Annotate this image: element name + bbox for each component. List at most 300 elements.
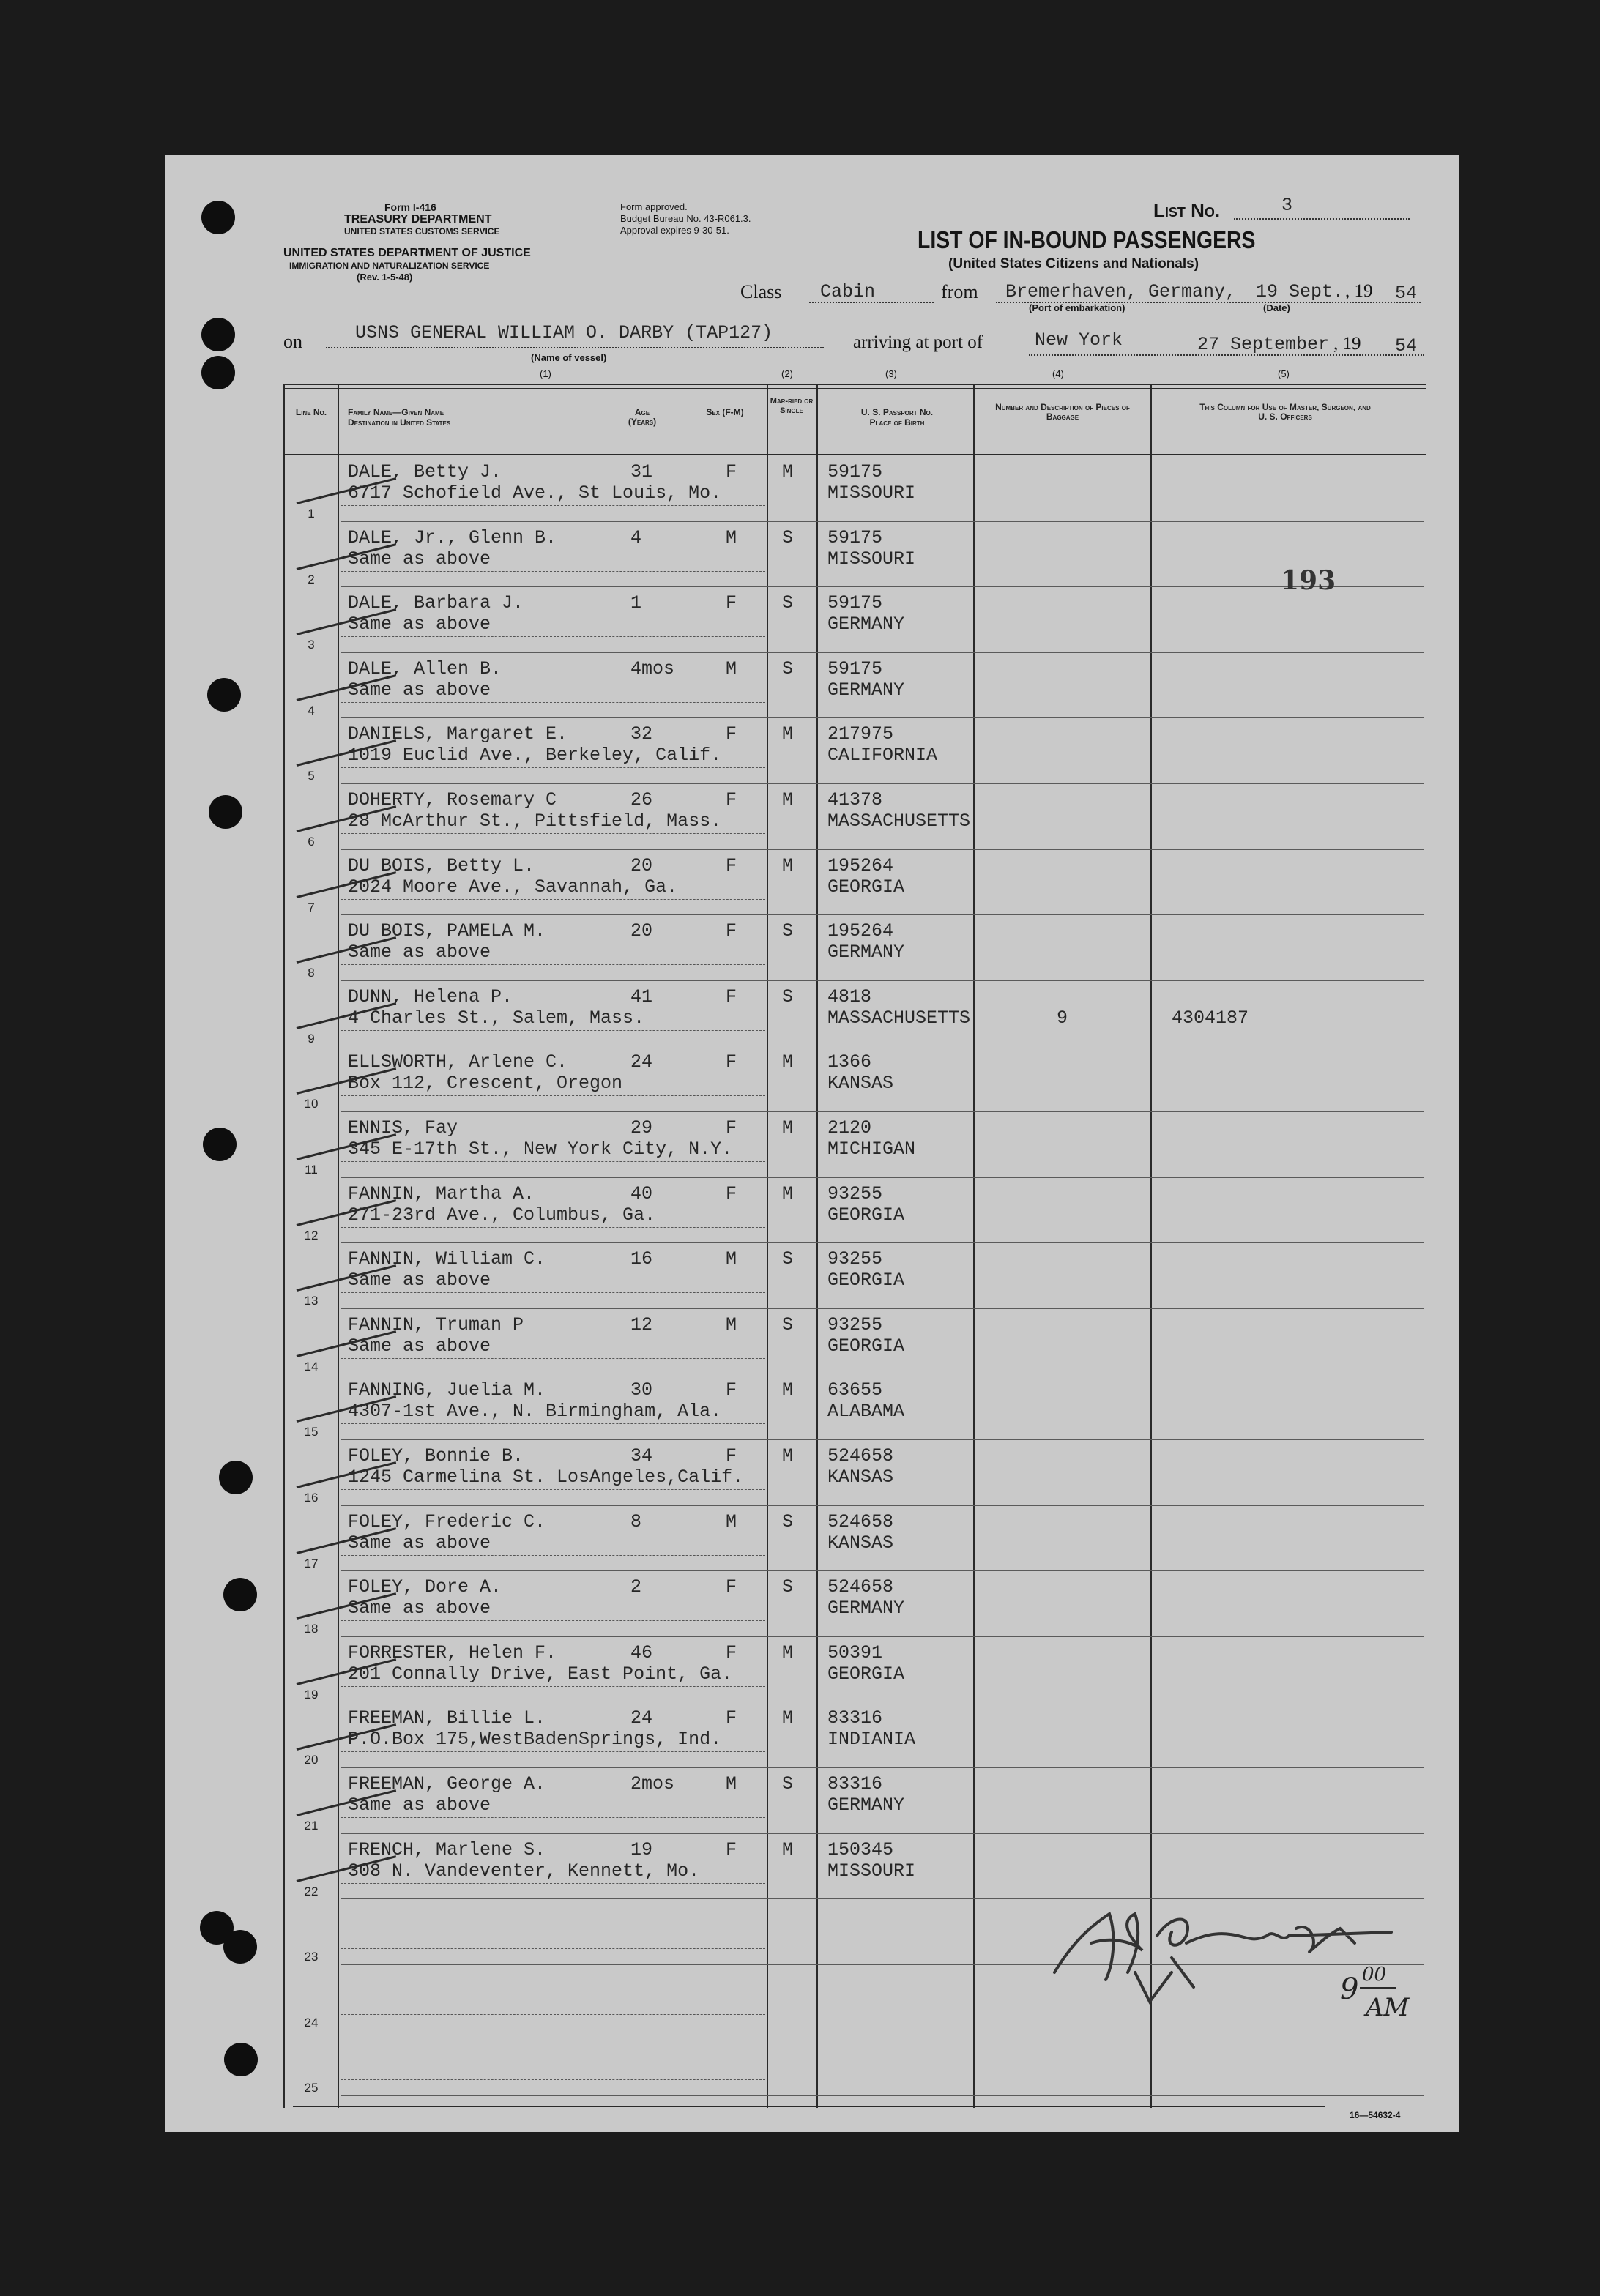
cell-birth: GEORGIA [827,1335,905,1357]
cell-name: DANIELS, Margaret E. [348,723,568,745]
cell-ms: S [782,657,794,679]
cell-dest: 271-23rd Ave., Columbus, Ga. [348,1204,656,1226]
line-number: 9 [308,1031,315,1046]
row-separator [341,1686,765,1687]
cell-passport: 4818 [827,985,872,1007]
cell-passport: 1366 [827,1051,872,1073]
cell-name: FANNIN, Martha A. [348,1182,535,1204]
line-number: 8 [308,966,315,980]
col-passport: U. S. Passport No. [860,407,934,417]
cell-dest: Same as above [348,614,491,636]
cell-sex: F [726,1051,737,1073]
stamp-number: 193 [1281,565,1336,596]
cell-age: 2 [630,1576,642,1598]
row-separator [341,1489,765,1490]
col-number-3: (3) [885,368,897,379]
row-divider [341,783,1424,784]
cell-ms: M [782,1117,794,1138]
cell-age: 2mos [630,1773,675,1794]
row-divider [341,1242,1424,1243]
from-year: 54 [1395,283,1418,304]
vline-line [338,384,339,2108]
cell-name: FOLEY, Dore A. [348,1576,502,1598]
line-number: 3 [308,638,315,652]
cell-age: 16 [630,1248,653,1270]
binder-hole [224,2043,258,2076]
cell-passport: 524658 [827,1445,894,1466]
cell-age: 20 [630,854,653,876]
cell-ms: M [782,789,794,810]
row-divider [341,980,1424,981]
arrival-date: 27 September [1197,334,1330,355]
col-line-no: Line No. [295,407,327,417]
cell-birth: INDIANIA [827,1729,916,1751]
row-separator [341,1358,765,1359]
cell-birth: KANSAS [827,1466,894,1488]
cell-name: FOLEY, Frederic C. [348,1510,546,1532]
row-divider [341,1636,1424,1637]
cell-sex: F [726,854,737,876]
cell-sex: M [726,1510,737,1532]
row-separator [341,767,765,768]
cell-passport: 217975 [827,723,894,745]
cell-birth: GERMANY [827,614,905,636]
cell-sex: M [726,1773,737,1794]
line-number: 19 [304,1687,319,1702]
cell-birth: GERMANY [827,1598,905,1620]
col-number-1: (1) [540,368,551,379]
line-number: 4 [308,703,315,718]
row-divider [341,914,1424,915]
cell-passport: 59175 [827,592,883,614]
cell-birth: MASSACHUSETTS [827,810,971,832]
signature-fraction-top: 9 [1340,1972,1359,2006]
line-number: 15 [304,1425,319,1439]
col-destination: Destination in United States [348,417,451,428]
cell-sex: F [726,461,737,482]
col-age: Age (Years) [628,407,657,427]
cell-sex: F [726,985,737,1007]
row-divider [341,1767,1424,1768]
col-family-name: Family Name—Given Name [348,407,444,417]
form-number: Form I-416 [384,201,436,213]
cell-age: 24 [630,1051,653,1073]
line-number: 16 [304,1491,319,1505]
cell-birth: MICHIGAN [827,1138,916,1160]
form-approved: Form approved. [620,201,688,212]
cell-age: 19 [630,1838,653,1860]
cell-passport: 63655 [827,1379,883,1401]
row-divider [341,2095,1424,2096]
row-divider [341,849,1424,850]
class-line [809,302,934,303]
col-married: Mar-ried or Single [770,397,814,415]
row-separator [341,636,765,637]
cell-baggage: 9 [1057,1007,1068,1029]
col-number-5: (5) [1278,368,1290,379]
row-separator [341,964,765,965]
cell-age: 40 [630,1182,653,1204]
cell-ms: S [782,920,794,942]
line-number: 22 [304,1884,319,1898]
cell-passport: 83316 [827,1773,883,1794]
cell-ms: S [782,985,794,1007]
port-caption: (Port of embarkation) [1029,302,1125,313]
cell-name: FOLEY, Bonnie B. [348,1445,524,1466]
row-divider [341,1833,1424,1834]
arrival-year: 54 [1395,335,1418,357]
customs-service: UNITED STATES CUSTOMS SERVICE [344,226,500,236]
row-separator [341,1030,765,1031]
cell-passport: 2120 [827,1117,872,1138]
cell-passport: 524658 [827,1576,894,1598]
cell-officer: 4304187 [1172,1007,1249,1029]
line-number: 2 [308,572,315,586]
line-number: 6 [308,835,315,849]
line-number: 14 [304,1359,319,1374]
row-separator [341,571,765,572]
cell-ms: M [782,1051,794,1073]
cell-age: 1 [630,592,642,614]
cell-name: FANNIN, William C. [348,1248,546,1270]
list-no-label: List No. [1153,199,1221,221]
cell-sex: F [726,1182,737,1204]
class-value: Cabin [820,281,876,302]
vline-baggage [1150,384,1152,2108]
cell-name: FANNIN, Truman P [348,1313,524,1335]
col-number-4: (4) [1052,368,1064,379]
row-separator [341,1095,765,1096]
row-divider [341,1570,1424,1571]
cell-dest: 201 Connally Drive, East Point, Ga. [348,1663,733,1685]
table-top [283,384,1426,385]
line-number: 12 [304,1228,319,1242]
cell-birth: GEORGIA [827,1204,905,1226]
cell-age: 24 [630,1707,653,1729]
treasury-dept: TREASURY DEPARTMENT [344,213,492,225]
cell-dest: 4307-1st Ave., N. Birmingham, Ala. [348,1401,722,1423]
cell-dest: Same as above [348,942,491,963]
cell-birth: GEORGIA [827,1270,905,1292]
line-number: 13 [304,1294,319,1308]
cell-birth: ALABAMA [827,1401,905,1423]
list-no-line [1234,218,1410,220]
binder-hole [201,201,235,234]
class-label: Class [740,281,782,302]
form-page [165,155,1459,2132]
cell-age: 12 [630,1313,653,1335]
cell-passport: 59175 [827,461,883,482]
cell-sex: F [726,592,737,614]
row-separator [341,1817,765,1818]
cell-birth: MISSOURI [827,482,916,504]
cell-dest: Same as above [348,1335,491,1357]
cell-sex: F [726,1576,737,1598]
cell-age: 32 [630,723,653,745]
cell-dest: 1245 Carmelina St. LosAngeles,Calif. [348,1466,744,1488]
row-divider [341,1439,1424,1440]
cell-ms: S [782,1576,794,1598]
on-label: on [283,331,302,352]
cell-sex: F [726,1641,737,1663]
cell-ms: M [782,461,794,482]
signature-fraction-bar [1360,1987,1396,1988]
arrival-line [1029,354,1424,356]
cell-ms: S [782,1248,794,1270]
cell-sex: M [726,657,737,679]
cell-dest: 28 McArthur St., Pittsfield, Mass. [348,810,722,832]
line-number: 5 [308,769,315,783]
row-divider [341,1505,1424,1506]
cell-birth: KANSAS [827,1532,894,1554]
line-number: 20 [304,1753,319,1767]
row-divider [341,1111,1424,1112]
cell-sex: M [726,1313,737,1335]
cell-name: FREEMAN, Billie L. [348,1707,546,1729]
cell-passport: 59175 [827,657,883,679]
cell-age: 29 [630,1117,653,1138]
line-number: 17 [304,1556,319,1570]
cell-dest: 1019 Euclid Ave., Berkeley, Calif. [348,745,722,767]
cell-ms: M [782,1379,794,1401]
cell-sex: F [726,1117,737,1138]
cell-age: 4mos [630,657,675,679]
cell-dest: 345 E-17th St., New York City, N.Y. [348,1138,733,1160]
cell-name: FRENCH, Marlene S. [348,1838,546,1860]
cell-name: FANNING, Juelia M. [348,1379,546,1401]
col-officers: This Column for Use of Master, Surgeon, and U. S. Officers [1199,402,1371,422]
cell-sex: F [726,1838,737,1860]
cell-sex: F [726,1379,737,1401]
cell-age: 26 [630,789,653,810]
cell-ms: M [782,854,794,876]
cell-name: DALE, Barbara J. [348,592,524,614]
cell-dest: Same as above [348,679,491,701]
cell-ms: S [782,1313,794,1335]
cell-sex: F [726,789,737,810]
binder-hole [223,1578,257,1611]
cell-ms: M [782,1707,794,1729]
row-separator [341,899,765,900]
line-number: 18 [304,1622,319,1636]
line-number: 21 [304,1819,319,1833]
binder-hole [219,1461,253,1494]
line-number: 1 [308,507,315,521]
cell-passport: 59175 [827,526,883,548]
cell-ms: M [782,723,794,745]
cell-ms: M [782,1641,794,1663]
row-separator [341,1620,765,1621]
row-separator [341,1161,765,1162]
vline-name [767,384,768,2108]
ins-service: IMMIGRATION AND NATURALIZATION SERVICE [289,261,490,271]
table-bottom [293,2106,1325,2107]
row-divider [341,521,1424,522]
cell-passport: 93255 [827,1182,883,1204]
cell-name: DALE, Allen B. [348,657,502,679]
cell-dest: Same as above [348,548,491,570]
cell-ms: S [782,1510,794,1532]
row-separator [341,1292,765,1293]
cell-birth: GEORGIA [827,876,905,898]
list-no-value: 3 [1281,195,1293,216]
line-number: 11 [305,1163,318,1177]
col-sex: Sex (F-M) [706,407,744,417]
binder-hole [201,318,235,351]
signature-fraction-sup: 00 [1362,1964,1387,1986]
cell-birth: CALIFORNIA [827,745,938,767]
page-title: LIST OF IN-BOUND PASSENGERS [918,226,1256,253]
cell-age: 31 [630,461,653,482]
cell-passport: 150345 [827,1838,894,1860]
header-bottom [283,454,1426,455]
cell-name: FREEMAN, George A. [348,1773,546,1794]
cell-ms: S [782,592,794,614]
embarkation-date: 19 Sept. [1256,281,1344,302]
from-year-prefix: , 19 [1345,281,1373,301]
cell-age: 34 [630,1445,653,1466]
from-label: from [941,281,978,302]
cell-name: ENNIS, Fay [348,1117,458,1138]
row-separator [341,1751,765,1752]
row-divider [341,1177,1424,1178]
approval-expiry: Approval expires 9-30-51. [620,225,729,236]
binder-hole [207,678,241,712]
revision: (Rev. 1-5-48) [357,272,413,283]
page-subtitle: (United States Citizens and Nationals) [948,256,1199,272]
row-separator [341,1227,765,1228]
binder-hole [223,1930,257,1964]
cell-passport: 195264 [827,920,894,942]
cell-dest: Same as above [348,1598,491,1620]
cell-passport: 524658 [827,1510,894,1532]
row-separator [341,2079,765,2080]
cell-ms: S [782,1773,794,1794]
cell-age: 4 [630,526,642,548]
row-divider [341,1308,1424,1309]
cell-age: 41 [630,985,653,1007]
row-separator [341,833,765,834]
budget-bureau: Budget Bureau No. 43-R061.3. [620,213,751,224]
cell-birth: MISSOURI [827,548,916,570]
cell-ms: S [782,526,794,548]
row-separator [341,505,765,506]
cell-dest: Same as above [348,1270,491,1292]
cell-birth: GERMANY [827,679,905,701]
cell-passport: 83316 [827,1707,883,1729]
vline-passport [973,384,975,2108]
line-number: 23 [304,1950,319,1964]
cell-age: 8 [630,1510,642,1532]
row-separator [341,2014,765,2015]
cell-name: DALE, Jr., Glenn B. [348,526,557,548]
cell-sex: F [726,1707,737,1729]
table-top-2 [283,388,1426,389]
cell-birth: GERMANY [827,1794,905,1816]
cell-name: DOHERTY, Rosemary C [348,789,557,810]
cell-age: 20 [630,920,653,942]
cell-dest: Box 112, Crescent, Oregon [348,1073,623,1095]
cell-dest: 308 N. Vandeventer, Kennett, Mo. [348,1860,700,1882]
vline-left [283,384,285,2108]
line-number: 24 [304,2015,319,2029]
row-separator [341,702,765,703]
vessel-name: USNS GENERAL WILLIAM O. DARBY (TAP127) [355,322,773,343]
arrival-port: New York [1035,329,1123,351]
line-number: 7 [308,900,315,914]
binder-hole [201,356,235,390]
row-separator [341,1423,765,1424]
cell-name: ELLSWORTH, Arlene C. [348,1051,568,1073]
line-number: 10 [304,1097,319,1111]
row-separator [341,1948,765,1949]
cell-ms: M [782,1182,794,1204]
cell-sex: F [726,1445,737,1466]
cell-birth: KANSAS [827,1073,894,1095]
footer-code: 16—54632-4 [1350,2110,1401,2120]
cell-passport: 41378 [827,789,883,810]
cell-sex: F [726,920,737,942]
arrival-year-prefix: , 19 [1333,334,1361,354]
cell-birth: MISSOURI [827,1860,916,1882]
binder-hole [209,795,242,829]
cell-dest: 6717 Schofield Ave., St Louis, Mo. [348,482,722,504]
cell-birth: MASSACHUSETTS [827,1007,971,1029]
cell-dest: Same as above [348,1794,491,1816]
cell-dest: 2024 Moore Ave., Savannah, Ga. [348,876,678,898]
cell-ms: M [782,1445,794,1466]
cell-dest: P.O.Box 175,WestBadenSprings, Ind. [348,1729,722,1751]
cell-birth: GEORGIA [827,1663,905,1685]
binder-hole [203,1128,237,1161]
line-number: 25 [304,2081,319,2095]
cell-passport: 195264 [827,854,894,876]
cell-sex: F [726,723,737,745]
cell-birth: GERMANY [827,942,905,963]
cell-passport: 93255 [827,1313,883,1335]
col-number-2: (2) [781,368,793,379]
vessel-line [326,347,824,348]
cell-passport: 93255 [827,1248,883,1270]
date-caption: (Date) [1263,302,1290,313]
cell-dest: 4 Charles St., Salem, Mass. [348,1007,645,1029]
cell-name: DUNN, Helena P. [348,985,513,1007]
cell-age: 30 [630,1379,653,1401]
vessel-caption: (Name of vessel) [531,352,607,363]
cell-ms: M [782,1838,794,1860]
row-divider [341,652,1424,653]
col-baggage: Number and Description of Pieces of Baggage [995,402,1130,422]
cell-name: DU BOIS, PAMELA M. [348,920,546,942]
cell-sex: M [726,526,737,548]
signature-fraction-bottom: AM [1366,1993,1410,2022]
justice-dept: UNITED STATES DEPARTMENT OF JUSTICE [283,247,531,259]
row-separator [341,1883,765,1884]
cell-age: 46 [630,1641,653,1663]
arriving-label: arriving at port of [853,332,983,352]
cell-sex: M [726,1248,737,1270]
col-birth: Place of Birth [869,417,925,428]
embarkation-port: Bremerhaven, Germany, [1005,281,1237,302]
row-separator [341,1555,765,1556]
cell-dest: Same as above [348,1532,491,1554]
cell-name: FORRESTER, Helen F. [348,1641,557,1663]
cell-name: DALE, Betty J. [348,461,502,482]
cell-name: DU BOIS, Betty L. [348,854,535,876]
row-divider [341,586,1424,587]
cell-passport: 50391 [827,1641,883,1663]
vline-married [816,384,818,2108]
